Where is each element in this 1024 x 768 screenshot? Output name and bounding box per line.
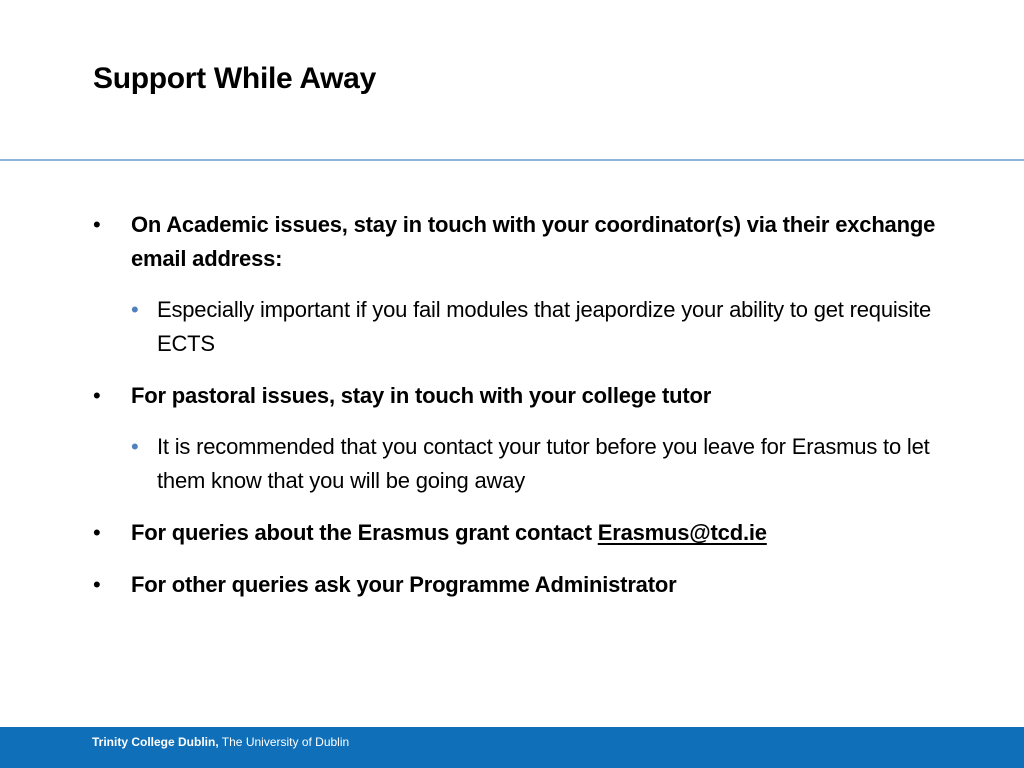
footer-university: The University of Dublin [218,735,350,749]
bullet-list [93,208,953,602]
bullet-pastoral-issues [93,379,953,413]
slide-title: Support While Away [93,62,376,95]
footer-bar [0,727,1024,768]
bullet-glyph: • [93,212,101,237]
sub-bullet-glyph: • [131,297,139,322]
bullet-text: For other queries ask your Programme Administrator [131,572,677,597]
sub-bullet-text: It is recommended that you contact your tutor before you leave for Erasmus to let them know that you will be going away [157,434,930,493]
bullet-text: For queries about the Erasmus grant contact [131,520,598,545]
footer-text [92,735,349,749]
footer-institution: Trinity College Dublin, [92,735,219,749]
sub-bullet-text: Especially important if you fail modules that jeapordize your ability to get requisite ECTS [157,297,931,356]
sub-bullet-glyph: • [131,434,139,459]
erasmus-email-link[interactable]: Erasmus@tcd.ie [597,520,767,545]
bullet-text: On Academic issues, stay in touch with your coordinator(s) via their exchange email address: [131,212,936,271]
bullet-other-queries [93,568,953,602]
sub-bullet-contact-tutor [131,430,953,498]
title-divider [0,159,1024,161]
bullet-glyph: • [93,572,101,597]
bullet-text: For pastoral issues, stay in touch with your college tutor [131,383,712,408]
bullet-glyph: • [93,520,101,545]
bullet-erasmus-grant [93,516,953,550]
sub-bullet-failed-modules [131,293,953,361]
bullet-glyph: • [93,383,101,408]
bullet-academic-issues [93,208,953,276]
